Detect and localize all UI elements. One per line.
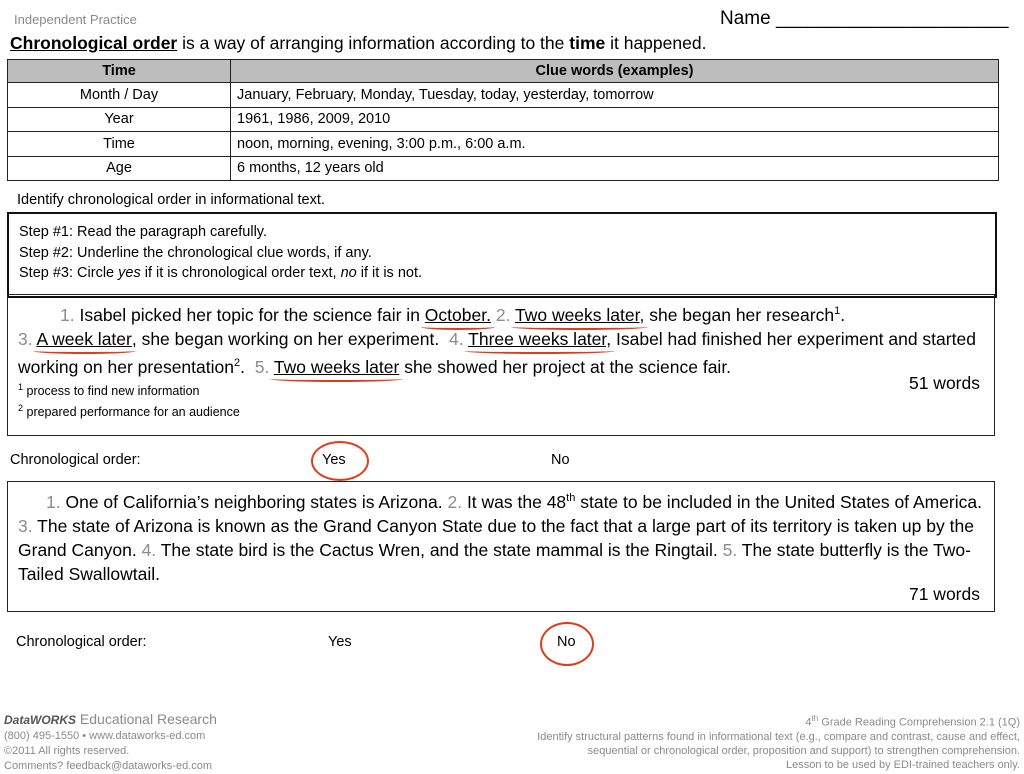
step-3-yes: yes	[118, 265, 141, 281]
definition-end: it happened.	[605, 33, 707, 53]
table-cell-examples: January, February, Monday, Tuesday, today, yesterday, tomorrow	[231, 83, 999, 108]
sentence-number: 3.	[18, 328, 33, 349]
clue-word-text: A week later	[36, 328, 132, 349]
sentence-text: The state butterfly is the Two-Tailed Swallowtail.	[18, 539, 971, 584]
sentence-number: 1.	[46, 491, 61, 512]
sentence-text: state to be included in the United States of America.	[575, 491, 982, 512]
grade-standard-text: Grade Reading Comprehension 2.1 (1Q)	[818, 716, 1020, 729]
sentence-number: 4.	[141, 539, 157, 560]
standard-info	[537, 712, 1020, 772]
feedback-link[interactable]: Comments? feedback@dataworks-ed.com	[4, 760, 213, 772]
answer-1-yes-option[interactable]: Yes	[322, 452, 346, 468]
step-3	[19, 263, 995, 284]
student-name-line: Name ______________________	[720, 8, 1009, 29]
definition-emphasis: time	[569, 33, 606, 53]
clue-word-underlined	[468, 329, 611, 349]
table-cell-category: Time	[8, 132, 231, 157]
red-underline-mark	[270, 376, 403, 382]
footnote-marker: 2	[233, 356, 241, 369]
clue-word-text: Two weeks later	[273, 356, 400, 377]
footnote-text: process to find new information	[23, 383, 200, 398]
sentence-text: The state of Arizona is known as the Grand Canyon State due to the fact that a large part of its territory is taken up by the Grand Canyon.	[18, 515, 974, 560]
definition-sentence	[10, 33, 706, 54]
publisher-logo	[4, 712, 217, 729]
step-2: Step #2: Underline the chronological clue words, if any.	[19, 244, 372, 261]
grade-standard-title	[537, 712, 1020, 730]
step-3-text: Step #3: Circle	[19, 265, 119, 281]
definition-middle: is a way of arranging information according to the	[177, 33, 570, 53]
table-cell-examples: 6 months, 12 years old	[231, 156, 999, 181]
sentence-number: 4.	[448, 328, 464, 349]
table-row	[8, 83, 999, 108]
answer-2-label: Chronological order:	[16, 634, 147, 650]
footnote-marker: 1	[834, 305, 841, 317]
footnote-text: prepared performance for an audience	[23, 404, 240, 419]
sentence-number: 2.	[495, 304, 511, 325]
sentence-text: .	[840, 304, 846, 325]
answer-2-circle-mark	[540, 622, 594, 666]
table-cell-category: Month / Day	[8, 83, 231, 108]
standard-description-2: sequential or chronological order, proposition and support) to strengthen comprehension.	[587, 744, 1020, 757]
table-cell-examples: 1961, 1986, 2009, 2010	[231, 107, 999, 132]
table-row	[8, 107, 999, 132]
footnote-marker: 1	[18, 381, 24, 392]
clue-word-text: Two weeks later,	[514, 304, 645, 325]
table-row	[8, 156, 999, 181]
word-count: 51 words	[908, 373, 980, 393]
ordinal-suffix: th	[566, 492, 576, 504]
publisher-info	[4, 712, 217, 774]
table-header-time: Time	[8, 60, 231, 83]
table-row	[8, 132, 999, 157]
passage-1-box	[7, 294, 995, 436]
clue-word-underlined	[274, 357, 399, 377]
sentence-text: One of California’s neighboring states is Arizona.	[60, 491, 443, 512]
objective-text: Identify chronological order in informational text.	[17, 192, 325, 208]
steps-box	[7, 212, 997, 298]
table-cell-examples: noon, morning, evening, 3:00 p.m., 6:00 a.m.	[231, 132, 999, 157]
footnote-marker: 2	[18, 402, 24, 413]
sentence-text: It was the 48	[462, 491, 567, 512]
clue-word-underlined	[37, 329, 132, 349]
word-count: 71 words	[908, 584, 980, 604]
step-3-no: no	[340, 265, 357, 281]
sentence-number: 5.	[254, 356, 270, 377]
sentence-text: Isabel had finished her experiment and started working on her presentation	[18, 328, 976, 377]
clue-word-text: October.	[424, 304, 491, 325]
worksheet-type-label: Independent Practice	[14, 12, 137, 27]
table-cell-category: Year	[8, 107, 231, 132]
sentence-number: 3.	[18, 515, 33, 536]
step-3-text-2: if it is chronological order text,	[140, 265, 341, 281]
sentence-number: 5.	[722, 539, 738, 560]
sentence-text: .	[240, 356, 245, 377]
clue-word-underlined	[425, 305, 491, 325]
sentence-number: 2.	[447, 491, 463, 512]
passage-1-text	[18, 299, 994, 379]
table-header-row	[8, 60, 999, 83]
publisher-contact: (800) 495-1550 • www.dataworks-ed.com	[4, 730, 206, 742]
answer-1-circle-mark	[311, 441, 369, 481]
copyright-text: ©2011 All rights reserved.	[4, 745, 130, 757]
standard-description-1: Identify structural patterns found in informational text (e.g., compare and contrast, cause and effect,	[537, 730, 1020, 743]
clue-word-text: Three weeks later,	[468, 328, 612, 349]
sentence-text: The state bird is the Cactus Wren, and the state mammal is the Ringtail.	[156, 539, 718, 560]
table-header-clue-words: Clue words (examples)	[231, 60, 999, 83]
red-underline-mark	[33, 348, 136, 354]
usage-note: Lesson to be used by EDI-trained teachers only.	[786, 758, 1020, 771]
red-underline-mark	[464, 348, 615, 354]
footnote-1	[18, 379, 994, 400]
clue-word-underlined	[515, 305, 644, 325]
grade-suffix: th	[811, 714, 819, 723]
passage-2-box	[7, 481, 995, 612]
grade-number: 4	[805, 716, 812, 729]
sentence-number: 1.	[60, 304, 75, 325]
answer-1-label: Chronological order:	[10, 452, 141, 468]
footnote-2	[18, 400, 994, 421]
answer-1-no-option[interactable]: No	[551, 452, 570, 468]
step-3-text-3: if it is not.	[356, 265, 423, 281]
answer-2-yes-option[interactable]: Yes	[328, 634, 352, 650]
sentence-text: she began her research	[644, 304, 835, 325]
sentence-text: she showed her project at the science fair.	[399, 356, 732, 377]
step-1: Step #1: Read the paragraph carefully.	[19, 224, 268, 240]
passage-2-text	[18, 486, 994, 586]
definition-term: Chronological order	[10, 33, 178, 53]
logo-subtitle: Educational Research	[76, 711, 217, 727]
table-cell-category: Age	[8, 156, 231, 181]
sentence-text: , she began working on her experiment.	[131, 328, 440, 349]
clue-words-table	[7, 59, 999, 181]
sentence-text: Isabel picked her topic for the science fair in	[74, 304, 425, 325]
answer-2-no-option[interactable]: No	[557, 634, 576, 650]
logo-brand: DataWORKS	[4, 713, 77, 727]
